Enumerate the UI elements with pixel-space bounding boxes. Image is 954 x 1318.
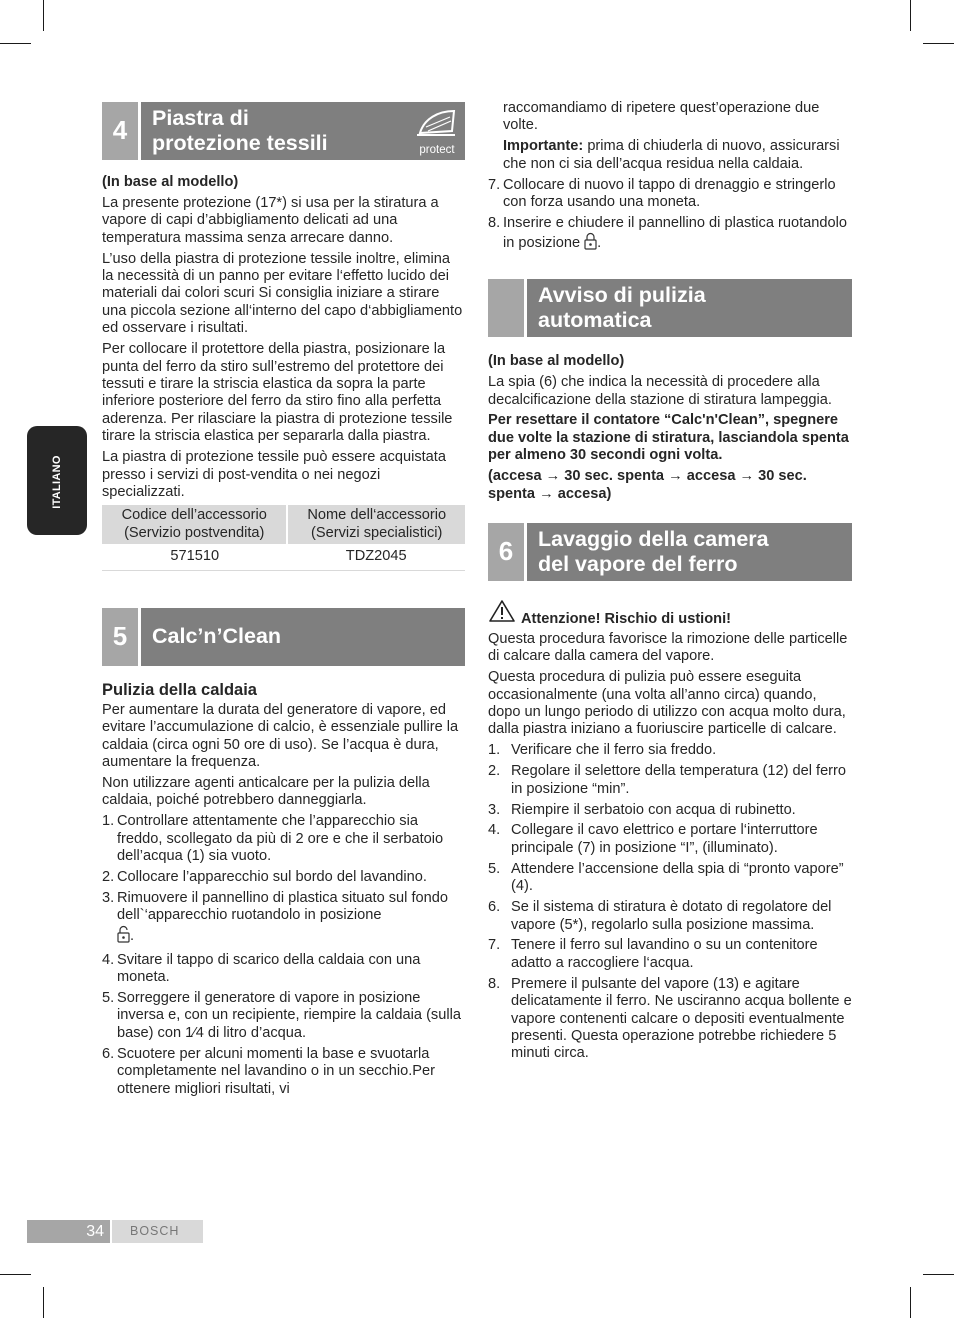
protect-iron-icon — [412, 105, 462, 157]
table-header: Nome dell‘accessorio (Servizi specialistici) — [287, 505, 465, 544]
section-number: 6 — [488, 523, 524, 581]
list-item: 4. Svitare il tappo di scarico della caldaia con una moneta. — [102, 951, 421, 986]
warning-text: Attenzione! Rischio di ustioni! — [521, 610, 731, 627]
list-item: 7. Tenere il ferro sul lavandino o su un contenitore adatto a raccogliere l‘acqua. — [488, 937, 818, 971]
warning-icon — [488, 599, 516, 628]
protect-label: protect — [419, 144, 455, 157]
left-column — [102, 102, 465, 1101]
list-item: 2. Collocare l’apparecchio sul bordo del lavandino. — [102, 869, 427, 886]
crop-mark — [0, 43, 31, 44]
steps-list — [488, 177, 852, 256]
list-item: 7. Collocare di nuovo il tappo di drenaggio e stringerlo con forza usando una moneta. — [488, 176, 836, 211]
paragraph: Questa procedura favorisce la rimozione delle particelle di calcare dalla camera del vapore. — [488, 630, 848, 665]
language-label: ITALIANO — [51, 455, 63, 509]
steps-list — [102, 813, 465, 1098]
crop-mark — [910, 0, 911, 31]
paragraph: La piastra di protezione tessile può essere acquistata presso i servizi di post-vendita o nei negozi specializzati. — [102, 449, 446, 500]
subheading: Pulizia della caldaia — [102, 680, 257, 699]
table-header: Codice dell’accessorio (Servizio postvendita) — [102, 505, 287, 544]
paragraph: Per collocare il protettore della piastra, posizionare la punta del ferro da stiro sull’estremo del protettore dei tessuti e tirare la striscia elastica da sopra la parte inferiore posteriore del ferro da stiro fino alla perfetta aderenza. Per rilasciare la piastra di protezione tessile tirare la striscia elastica per separarla dalla piastra. — [102, 341, 453, 445]
page-footer — [27, 1220, 203, 1243]
crop-mark — [43, 1287, 44, 1318]
crop-mark — [0, 1274, 31, 1275]
paragraph: Per aumentare la durata del generatore di vapore, ed evitare l’accumulazione di calcio, è essenziale pullire la caldaia (circa ogni 50 ore di uso). Se l’acqua è dura, aumentare la frequenza. — [102, 701, 459, 771]
list-item: 4. Collegare il cavo elettrico e portare l‘interruttore principale (7) in posizione “I”, (illuminato). — [488, 822, 818, 856]
section-title: Avviso di pulizia automatica — [538, 283, 706, 333]
paragraph: Importante: prima di chiuderla di nuovo, assicurarsi che non ci sia dell’acqua residua nella caldaia. — [503, 138, 840, 172]
steps-list — [488, 742, 852, 1062]
list-item: 5. Sorreggere il generatore di vapore in posizione inversa e, con un recipiente, riempire la caldaia (sulla base) con 1⁄4 di litro d’acqua. — [102, 990, 461, 1041]
section-number: 4 — [102, 102, 138, 160]
crop-mark — [923, 43, 954, 44]
table-cell: TDZ2045 — [287, 544, 465, 570]
lock-icon — [584, 232, 597, 255]
table-header-row — [102, 505, 465, 544]
table-cell: 571510 — [102, 544, 287, 570]
list-item: 1. Verificare che il ferro sia freddo. — [488, 742, 717, 759]
crop-mark — [910, 1287, 911, 1318]
section-title: Calc’n’Clean — [152, 623, 282, 648]
accessory-table — [102, 505, 465, 570]
right-column — [488, 100, 852, 1066]
section-number: 5 — [102, 608, 138, 666]
section-number-blank — [488, 279, 524, 337]
language-tab — [27, 426, 87, 535]
paragraph: (accesa → 30 sec. spenta → accesa → 30 sec. spenta → accesa) — [488, 468, 807, 502]
unlock-icon — [117, 925, 130, 948]
section-4-header — [102, 102, 465, 160]
section-5-header — [102, 608, 465, 666]
model-note: (In base al modello) — [102, 174, 239, 190]
paragraph: Per resettare il contatore “Calc'n'Clean”, spegnere due volte la stazione di stiratura, lasciandola spenta per almeno 30 secondi ogni volta. — [488, 412, 849, 464]
brand-label: BOSCH — [112, 1220, 203, 1243]
list-item: 5. Attendere l’accensione della spia di “pronto vapore” (4). — [488, 860, 844, 895]
section-title: Piastra di protezione tessili — [152, 106, 328, 155]
table-row — [102, 544, 465, 570]
model-note: (In base al modello) — [488, 353, 625, 370]
crop-mark — [923, 1274, 954, 1275]
avviso-header — [488, 279, 852, 337]
crop-mark — [43, 0, 44, 31]
list-item: 8. Premere il pulsante del vapore (13) e agitare delicatamente il ferro. Ne usciranno acqua bollente e vapore contenenti calcare o depositi eventualmente presenti. Questa operazione potrebbe richiedere 5 minuti circa. — [488, 975, 852, 1062]
paragraph: Non utilizzare agenti anticalcare per la pulizia della caldaia, poiché potrebbero danneggiarla. — [102, 775, 430, 809]
list-item: 1. Controllare attentamente che l’apparecchio sia freddo, scollegato da più di 2 ore e che il serbatoio dell’acqua (1) sia vuoto. — [102, 813, 444, 865]
list-item: 2. Regolare il selettore della temperatura (12) del ferro in posizione “min”. — [488, 763, 847, 797]
paragraph: Questa procedura di pulizia può essere eseguita occasionalmente (una volta all’anno circa) quando, dopo un lungo periodo di utilizzo con acqua molto dura, dalla piastra iniziano a fuoriuscire particelle di calcare. — [488, 669, 846, 738]
paragraph: L’uso della piastra di protezione tessile inoltre, elimina la necessità di un panno per evitare l‘effetto lucido dei materiali dai colori scuri Si consiglia iniziare a stirare una piccola sezione all‘interno del capo d‘abbigliamento ed osservare i risultati. — [102, 250, 463, 337]
section-6-header — [488, 523, 852, 581]
paragraph: La presente protezione (17*) si usa per la stiratura a vapore di capi d’abbigliamento delicati ad una temperatura massima senza arrecare danno. — [102, 194, 439, 246]
list-item: 6. Se il sistema di stiratura è dotato di regolatore del vapore (5*), regolarlo sulla posizione massima. — [488, 899, 832, 933]
list-item: 3. Rimuovere il pannellino di plastica situato sul fondo dell`‘apparecchio ruotandolo in posizione . — [102, 890, 465, 948]
warning-line — [488, 599, 852, 628]
paragraph: La spia (6) che indica la necessità di procedere alla decalcificazione della stazione di stiratura lampeggia. — [488, 374, 832, 408]
page-number: 34 — [27, 1220, 110, 1243]
paragraph: raccomandiamo di ripetere quest’operazione due volte. — [503, 100, 820, 134]
step-6-continuation — [488, 100, 852, 173]
list-item: 6. Scuotere per alcuni momenti la base e svuotarla completamente nel lavandino o in un secchio.Per ottenere migliori risultati, vi — [102, 1045, 436, 1097]
list-item: 3. Riempire il serbatoio con acqua di rubinetto. — [488, 801, 796, 818]
section-title: Lavaggio della camera del vapore del ferro — [538, 526, 769, 576]
list-item: 8. Inserire e chiudere il pannellino di plastica ruotandolo in posizione . — [488, 215, 852, 256]
